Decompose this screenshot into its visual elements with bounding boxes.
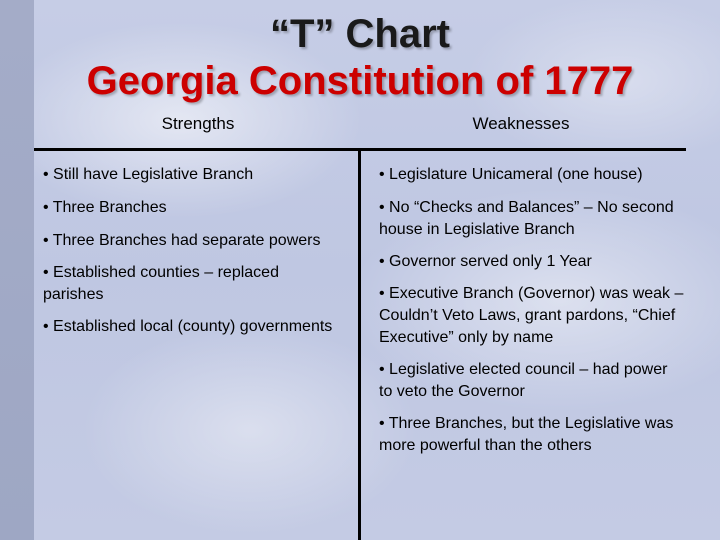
strengths-header: Strengths [161,114,235,133]
strength-item: • Established local (county) governments [43,318,333,335]
slide-title: “T” Chart [270,12,450,56]
strengths-list [43,164,343,348]
strength-item: • Three Branches had separate powers [43,232,321,249]
weakness-item: • Legislative elected council – had power to veto the Governor [379,361,668,400]
weakness-item: • No “Checks and Balances” – No second house in Legislative Branch [379,199,674,238]
weakness-item: • Executive Branch (Governor) was weak – Couldn’t Veto Laws, grant pardons, “Chief Executive” only by name [379,285,684,346]
strength-item: • Established counties – replaced parishes [43,264,279,303]
strength-item: • Still have Legislative Branch [43,166,254,183]
weaknesses-header: Weaknesses [472,114,570,133]
weakness-item: • Three Branches, but the Legislative was more powerful than the others [379,415,674,454]
weakness-item: • Legislature Unicameral (one house) [379,166,643,183]
t-chart-vertical-line [358,148,361,540]
strength-item: • Three Branches [43,199,167,216]
weakness-item: • Governor served only 1 Year [379,253,592,270]
weaknesses-list [379,164,684,467]
slide-subtitle: Georgia Constitution of 1777 [86,59,634,103]
